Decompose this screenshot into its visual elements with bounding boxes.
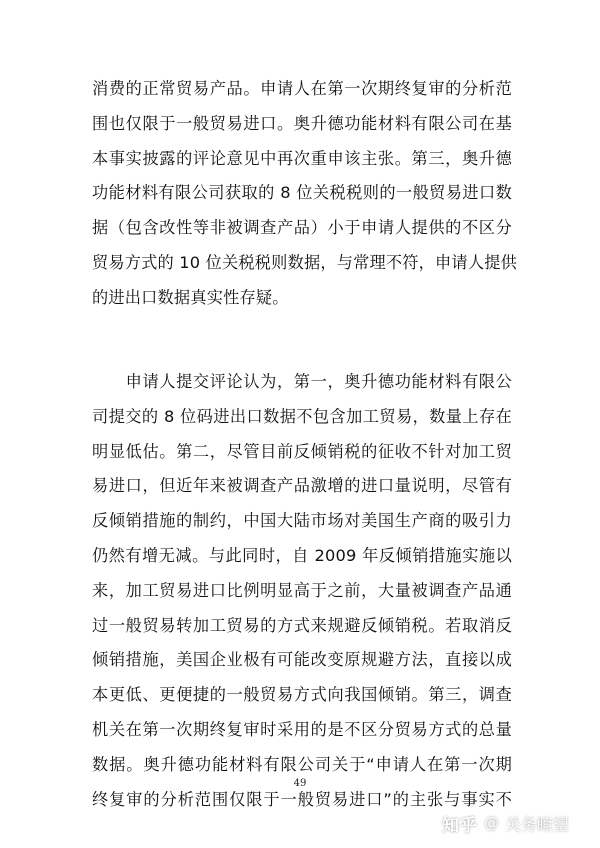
paragraph-2-line-8: 过一般贸易转加工贸易的方式来规避反倾销税。若取消反 <box>92 615 512 635</box>
paragraph-1-line-1: 消费的正常贸易产品。申请人在第一次期终复审的分析范 <box>92 79 512 98</box>
paragraph-2-line-5: 反倾销措施的制约，中国大陆市场对美国生产商的吸引力 <box>92 511 512 531</box>
watermark-account: 关务瞭望 <box>505 814 570 834</box>
paragraph-1-line-2: 围也仅限于一般贸易进口。奥升德功能材料有限公司在基 <box>92 113 512 133</box>
paragraph-2-line-2: 司提交的 8 位码进出口数据不包含加工贸易，数量上存在 <box>92 406 512 426</box>
watermark-separator: @ <box>484 814 499 832</box>
paragraph-2-line-11: 机关在第一次期终复审时采用的是不区分贸易方式的总量 <box>92 719 512 739</box>
paragraph-1-line-3: 本事实披露的评论意见中再次重申该主张。第三，奥升德 <box>92 148 512 168</box>
paragraph-2-line-12: 数据。奥升德功能材料有限公司关于“申请人在第一次期 <box>92 754 512 774</box>
page-number: 49 <box>293 778 307 789</box>
paragraph-2-line-13: 终复审的分析范围仅限于一般贸易进口”的主张与事实不 <box>92 789 512 809</box>
paragraph-1-line-6: 贸易方式的 10 位关税税则数据，与常理不符，申请人提供 <box>92 252 517 272</box>
paragraph-2 <box>92 365 512 817</box>
paragraph-2-line-4: 易进口，但近年来被调查产品激增的进口量说明，尽管有 <box>92 476 512 496</box>
paragraph-1-line-4: 功能材料有限公司获取的 8 位关税税则的一般贸易进口数 <box>92 183 512 203</box>
paragraph-2-line-1: 申请人提交评论认为，第一，奥升德功能材料有限公 <box>92 372 512 391</box>
paragraph-2-line-3: 明显低估。第二，尽管目前反倾销税的征收不针对加工贸 <box>92 441 512 461</box>
paragraph-1-line-5: 据（包含改性等非被调查产品）小于申请人提供的不区分 <box>92 218 512 238</box>
watermark <box>442 810 569 836</box>
paragraph-2-line-7: 来，加工贸易进口比例明显高于之前，大量被调查产品通 <box>92 580 512 600</box>
paragraph-1-line-7: 的进出口数据真实性存疑。 <box>92 287 289 307</box>
paragraph-1 <box>92 72 517 316</box>
watermark-brand: 知乎 <box>442 815 478 836</box>
paragraph-2-line-6: 仍然有增无减。与此同时，自 2009 年反倾销措施实施以 <box>92 545 512 565</box>
paragraph-2-line-9: 倾销措施，美国企业极有可能改变原规避方法，直接以成 <box>92 650 512 670</box>
paragraph-2-line-10: 本更低、更便捷的一般贸易方式向我国倾销。第三，调查 <box>92 685 512 705</box>
